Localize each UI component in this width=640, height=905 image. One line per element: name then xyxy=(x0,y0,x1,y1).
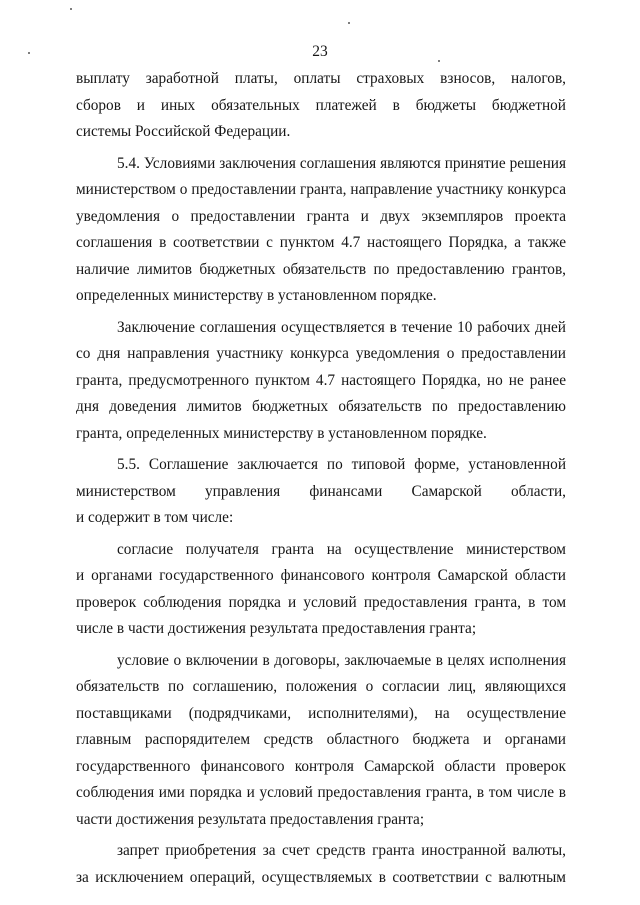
paragraph xyxy=(76,315,566,448)
paragraph xyxy=(76,648,566,834)
text-line: гранта, предусмотренного пунктом 4.7 настоящего Порядка, но не ранее xyxy=(76,371,566,389)
text-line: обязательств по соглашению, положения о согласии лиц, являющихся xyxy=(76,678,566,695)
text-line: согласие получателя гранта на осуществление министерством xyxy=(117,540,566,558)
text-line: условие о включении в договоры, заключаемые в целях исполнения xyxy=(117,651,566,669)
paragraph xyxy=(76,151,566,310)
document-body xyxy=(76,66,566,891)
paragraph xyxy=(76,537,566,643)
text-line: 5.4. Условиями заключения соглашения являются принятие решения xyxy=(117,154,566,172)
text-line: и органами государственного финансового контроля Самарской области xyxy=(76,567,566,584)
text-line: министерством о предоставлении гранта, направление участнику конкурса xyxy=(76,181,566,198)
text-line: выплату заработной платы, оплаты страховых взносов, налогов, xyxy=(76,70,566,87)
paragraph xyxy=(76,838,566,891)
text-line: соглашения в соответствии с пунктом 4.7 настоящего Порядка, а также xyxy=(76,234,566,251)
text-line: наличие лимитов бюджетных обязательств по предоставлению грантов, xyxy=(76,260,566,278)
paragraph xyxy=(76,452,566,532)
scan-speck xyxy=(70,8,72,10)
text-line: системы Российской Федерации. xyxy=(76,123,291,140)
text-line: государственного финансового контроля Самарской области проверок xyxy=(76,757,566,775)
text-line: числе в части достижения результата предоставления гранта; xyxy=(76,620,477,637)
text-line: 5.5. Соглашение заключается по типовой форме, установленной xyxy=(117,456,566,473)
text-line: со дня направления участнику конкурса уведомления о предоставлении xyxy=(76,345,566,362)
scan-speck xyxy=(348,22,350,24)
text-line: гранта, определенных министерству в установленном порядке. xyxy=(76,424,487,442)
text-line: и содержит в том числе: xyxy=(76,509,234,526)
text-line: главным распорядителем средств областного бюджета и органами xyxy=(76,731,566,748)
paragraph xyxy=(76,66,566,146)
text-line: определенных министерству в установленном порядке. xyxy=(76,287,437,304)
text-line: запрет приобретения за счет средств гранта иностранной валюты, xyxy=(117,842,566,859)
text-line: дня доведения лимитов бюджетных обязательств по предоставлению xyxy=(76,398,566,415)
text-line: поставщиками (подрядчиками, исполнителями), на осуществление xyxy=(76,704,566,722)
text-line: сборов и иных обязательных платежей в бюджеты бюджетной xyxy=(76,96,566,114)
text-line: за исключением операций, осуществляемых в соответствии с валютным xyxy=(76,868,566,886)
text-line: уведомления о предоставлении гранта и двух экземпляров проекта xyxy=(76,207,566,225)
text-line: Заключение соглашения осуществляется в течение 10 рабочих дней xyxy=(117,318,566,336)
text-line: соблюдения ими порядка и условий предоставления гранта, в том числе в xyxy=(76,784,566,801)
text-line: части достижения результата предоставления гранта; xyxy=(76,810,425,828)
text-line: министерством управления финансами Самарской области, xyxy=(76,482,566,500)
page-number: 23 xyxy=(312,43,328,60)
text-line: проверок соблюдения порядка и условий предоставления гранта, в том xyxy=(76,593,566,611)
